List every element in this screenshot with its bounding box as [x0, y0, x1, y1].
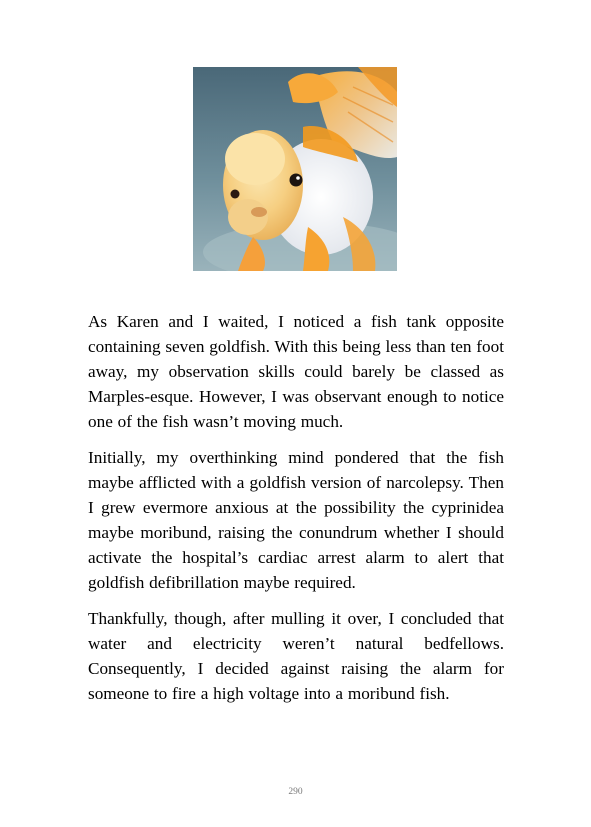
paragraph-3: Thankfully, though, after mulling it over, I concluded that water and electricity weren’t natural bedfellows. Consequently, I decided against raising the alarm for someone to fire a high voltage into a moribund fish.	[88, 609, 504, 703]
paragraph-2: Initially, my overthinking mind pondered that the fish maybe afflicted with a goldfish version of narcolepsy. Then I grew evermore anxious at the possibility the cyprinidea maybe moribund, raising the conundrum whether I should activate the hospital’s cardiac arrest alarm to alert that goldfish defibrillation maybe required.	[88, 448, 504, 592]
paragraph-1: As Karen and I waited, I noticed a fish tank opposite containing seven goldfish. With this being less than ten foot away, my observation skills could barely be classed as Marples-esque. However, I was observant enough to notice one of the fish wasn’t moving much.	[88, 312, 504, 431]
goldfish-photo	[193, 67, 397, 271]
page-number: 290	[288, 787, 303, 797]
body-text	[88, 309, 504, 717]
goldfish-illustration	[193, 67, 397, 271]
